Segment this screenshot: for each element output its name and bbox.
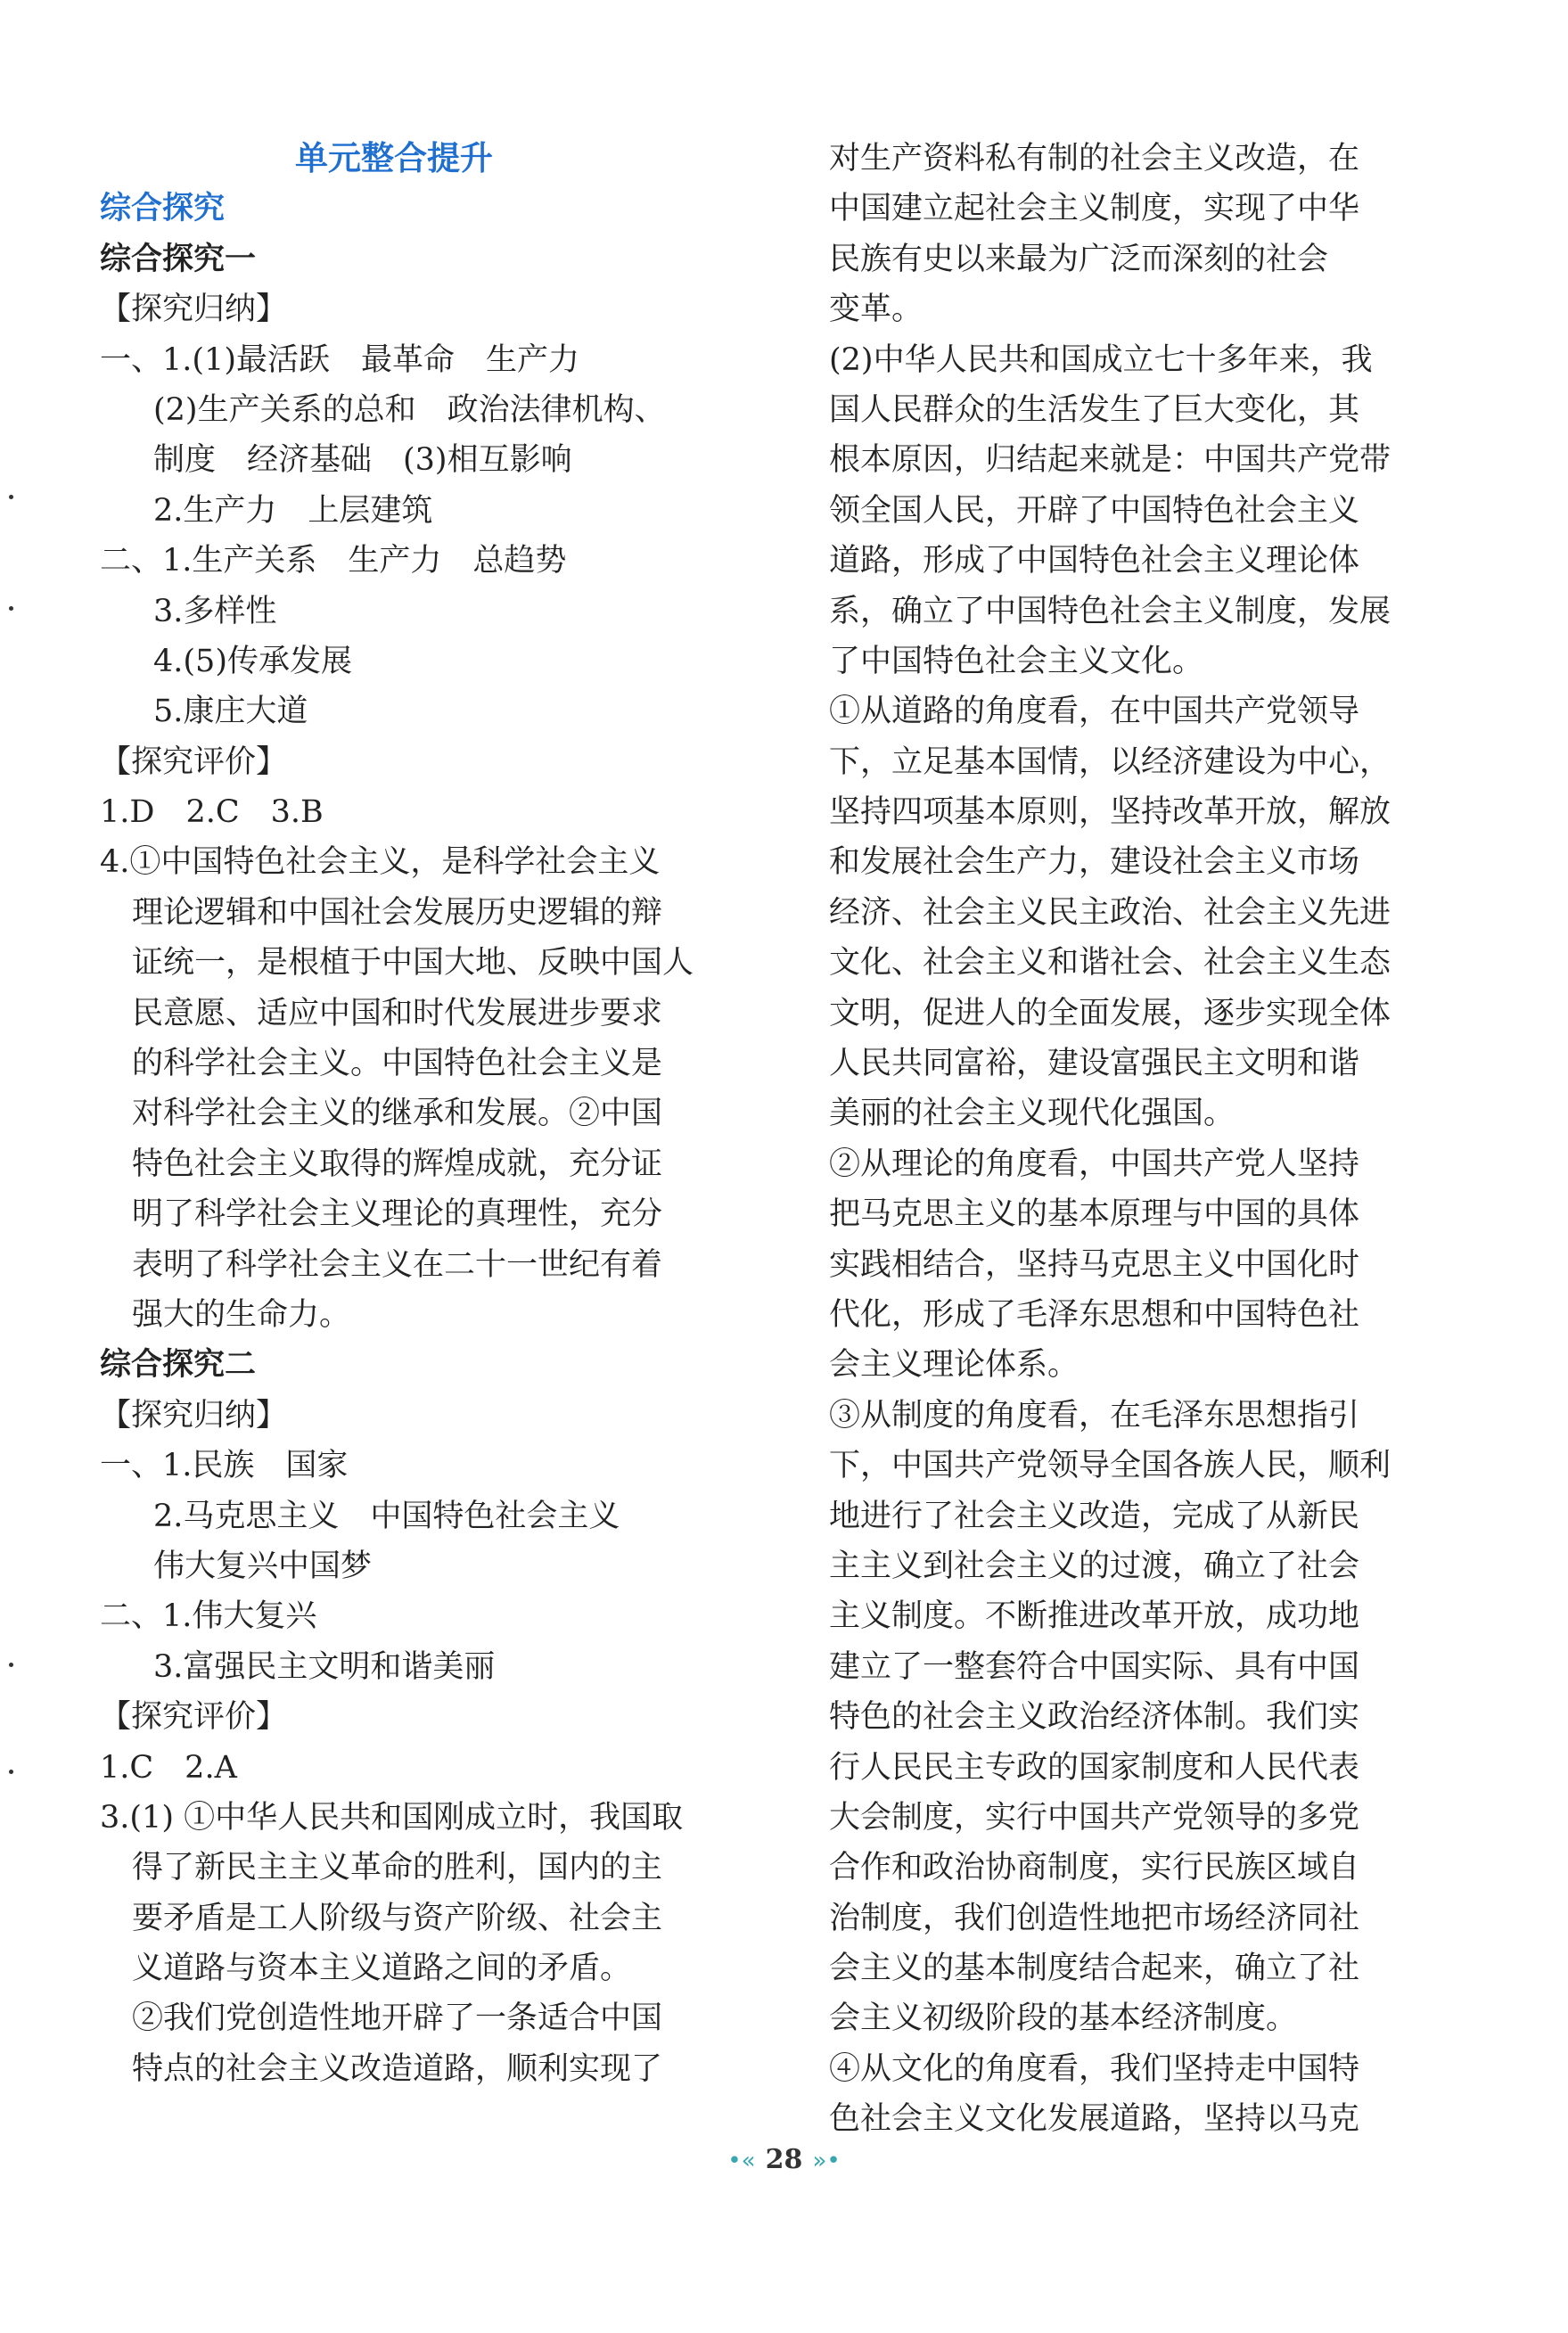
text-line: 合作和政治协商制度，实行民族区域自	[829, 1850, 1360, 1886]
text-line: 制度 经济基础 (3)相互影响	[153, 442, 572, 479]
text-line: 特点的社会主义改造道路，顺利实现了	[132, 2050, 663, 2087]
text-line: 坚持四项基本原则，坚持改革开放，解放	[829, 794, 1391, 831]
text-line: 主主义到社会主义的过渡，确立了社会	[829, 1548, 1360, 1584]
text-line: 领全国人民，开辟了中国特色社会主义	[829, 492, 1360, 529]
part2-guide-heading: 【探究归纳】	[100, 1397, 288, 1433]
text-line: 会主义的基本制度结合起来，确立了社	[829, 1951, 1360, 1987]
text-line: 变革。	[829, 292, 924, 328]
text-line: 得了新民主主义革命的胜利，国内的主	[132, 1850, 663, 1886]
text-line: 人民共同富裕，建设富强民主文明和谐	[829, 1046, 1360, 1082]
text-line: 了中国特色社会主义文化。	[829, 643, 1204, 679]
text-line: 对生产资料私有制的社会主义改造，在	[829, 141, 1360, 177]
text-line: 一、1.民族 国家	[100, 1448, 349, 1484]
text-line: 中国建立起社会主义制度，实现了中华	[829, 191, 1360, 227]
text-line: 国人民群众的生活发生了巨大变化，其	[829, 391, 1360, 428]
text-line: 系，确立了中国特色社会主义制度，发展	[829, 593, 1391, 629]
text-line: 主义制度。不断推进改革开放，成功地	[829, 1598, 1360, 1635]
text-line: 的科学社会主义。中国特色社会主义是	[132, 1046, 663, 1082]
text-line: 代化，形成了毛泽东思想和中国特色社	[829, 1296, 1360, 1333]
part1-title: 综合探究一	[100, 241, 257, 277]
margin-dot	[9, 1770, 13, 1774]
margin-dot	[9, 1663, 13, 1667]
text-line: 地进行了社会主义改造，完成了从新民	[829, 1498, 1360, 1534]
text-line: 要矛盾是工人阶级与资产阶级、社会主	[132, 1900, 663, 1936]
margin-dot	[9, 495, 13, 499]
text-line: 明了科学社会主义理论的真理性，充分	[132, 1196, 663, 1233]
unit-title: 单元整合提升	[295, 139, 493, 177]
text-line: 和发展社会生产力，建设社会主义市场	[829, 844, 1360, 881]
text-line: 特色的社会主义政治经济体制。我们实	[829, 1699, 1360, 1736]
page-footer	[0, 2144, 1568, 2175]
text-line: 4.(5)传承发展	[153, 643, 352, 679]
left-ornament-icon: •«	[727, 2148, 756, 2174]
text-line: 表明了科学社会主义在二十一世纪有着	[132, 1246, 663, 1283]
text-line: 会主义理论体系。	[829, 1347, 1080, 1384]
text-line: 强大的生命力。	[132, 1296, 351, 1333]
text-line: 一、1.(1)最活跃 最革命 生产力	[100, 341, 579, 378]
part2-title: 综合探究二	[100, 1347, 257, 1384]
text-line: 1.D 2.C 3.B	[100, 794, 324, 831]
left-column	[100, 134, 724, 2094]
text-line: 3.多样性	[153, 593, 277, 629]
text-line: 实践相结合，坚持马克思主义中国化时	[829, 1246, 1360, 1283]
part1-eval-heading: 【探究评价】	[100, 743, 288, 780]
text-line: 对科学社会主义的继承和发展。②中国	[132, 1096, 663, 1132]
text-line: 大会制度，实行中国共产党领导的多党	[829, 1799, 1360, 1836]
part2-eval-heading: 【探究评价】	[100, 1699, 288, 1736]
text-line: 经济、社会主义民主政治、社会主义先进	[829, 894, 1391, 931]
text-line: ④从文化的角度看，我们坚持走中国特	[829, 2050, 1360, 2087]
text-line: 特色社会主义取得的辉煌成就，充分证	[132, 1146, 663, 1182]
text-line: 3.(1) ①中华人民共和国刚成立时，我国取	[100, 1799, 684, 1836]
text-line: ②我们党创造性地开辟了一条适合中国	[132, 2000, 663, 2037]
page-number: 28	[765, 2144, 803, 2175]
right-column	[829, 134, 1432, 2145]
section-heading: 综合探究	[100, 191, 226, 227]
text-line: 民意愿、适应中国和时代发展进步要求	[132, 995, 663, 1031]
part1-guide-heading: 【探究归纳】	[100, 292, 288, 328]
text-line: 证统一，是根植于中国大地、反映中国人	[132, 945, 694, 982]
text-line: 义道路与资本主义道路之间的矛盾。	[132, 1951, 632, 1987]
text-line: 把马克思主义的基本原理与中国的具体	[829, 1196, 1360, 1233]
text-line: 下，立足基本国情，以经济建设为中心，	[829, 743, 1391, 780]
text-line: 5.康庄大道	[153, 694, 308, 730]
text-line: 道路，形成了中国特色社会主义理论体	[829, 543, 1360, 579]
text-line: 二、1.伟大复兴	[100, 1598, 317, 1635]
text-line: 二、1.生产关系 生产力 总趋势	[100, 543, 567, 579]
text-line: 色社会主义文化发展道路，坚持以马克	[829, 2101, 1360, 2138]
text-line: ①从道路的角度看，在中国共产党领导	[829, 694, 1360, 730]
text-line: 2.马克思主义 中国特色社会主义	[153, 1498, 620, 1534]
text-line: 建立了一整套符合中国实际、具有中国	[829, 1648, 1360, 1685]
text-line: 根本原因，归结起来就是：中国共产党带	[829, 442, 1391, 479]
text-line: 伟大复兴中国梦	[153, 1548, 373, 1584]
margin-dot	[9, 606, 13, 611]
text-line: 会主义初级阶段的基本经济制度。	[829, 2000, 1298, 2037]
text-line: 4.①中国特色社会主义，是科学社会主义	[100, 844, 661, 881]
text-line: 美丽的社会主义现代化强国。	[829, 1096, 1236, 1132]
right-ornament-icon: »•	[812, 2148, 841, 2174]
text-line: 文明，促进人的全面发展，逐步实现全体	[829, 995, 1391, 1031]
text-line: 行人民民主专政的国家制度和人民代表	[829, 1749, 1360, 1786]
text-line: (2)生产关系的总和 政治法律机构、	[153, 391, 666, 428]
text-line: (2)中华人民共和国成立七十多年来，我	[829, 341, 1373, 378]
text-line: 1.C 2.A	[100, 1749, 237, 1786]
text-line: ②从理论的角度看，中国共产党人坚持	[829, 1146, 1360, 1182]
text-line: 下，中国共产党领导全国各族人民，顺利	[829, 1448, 1391, 1484]
text-line: 民族有史以来最为广泛而深刻的社会	[829, 241, 1329, 277]
text-line: 理论逻辑和中国社会发展历史逻辑的辩	[132, 894, 663, 931]
text-line: 3.富强民主文明和谐美丽	[153, 1648, 496, 1685]
text-line: 文化、社会主义和谐社会、社会主义生态	[829, 945, 1391, 982]
text-line: 治制度，我们创造性地把市场经济同社	[829, 1900, 1360, 1936]
text-line: 2.生产力 上层建筑	[153, 492, 433, 529]
text-line: ③从制度的角度看，在毛泽东思想指引	[829, 1397, 1360, 1433]
